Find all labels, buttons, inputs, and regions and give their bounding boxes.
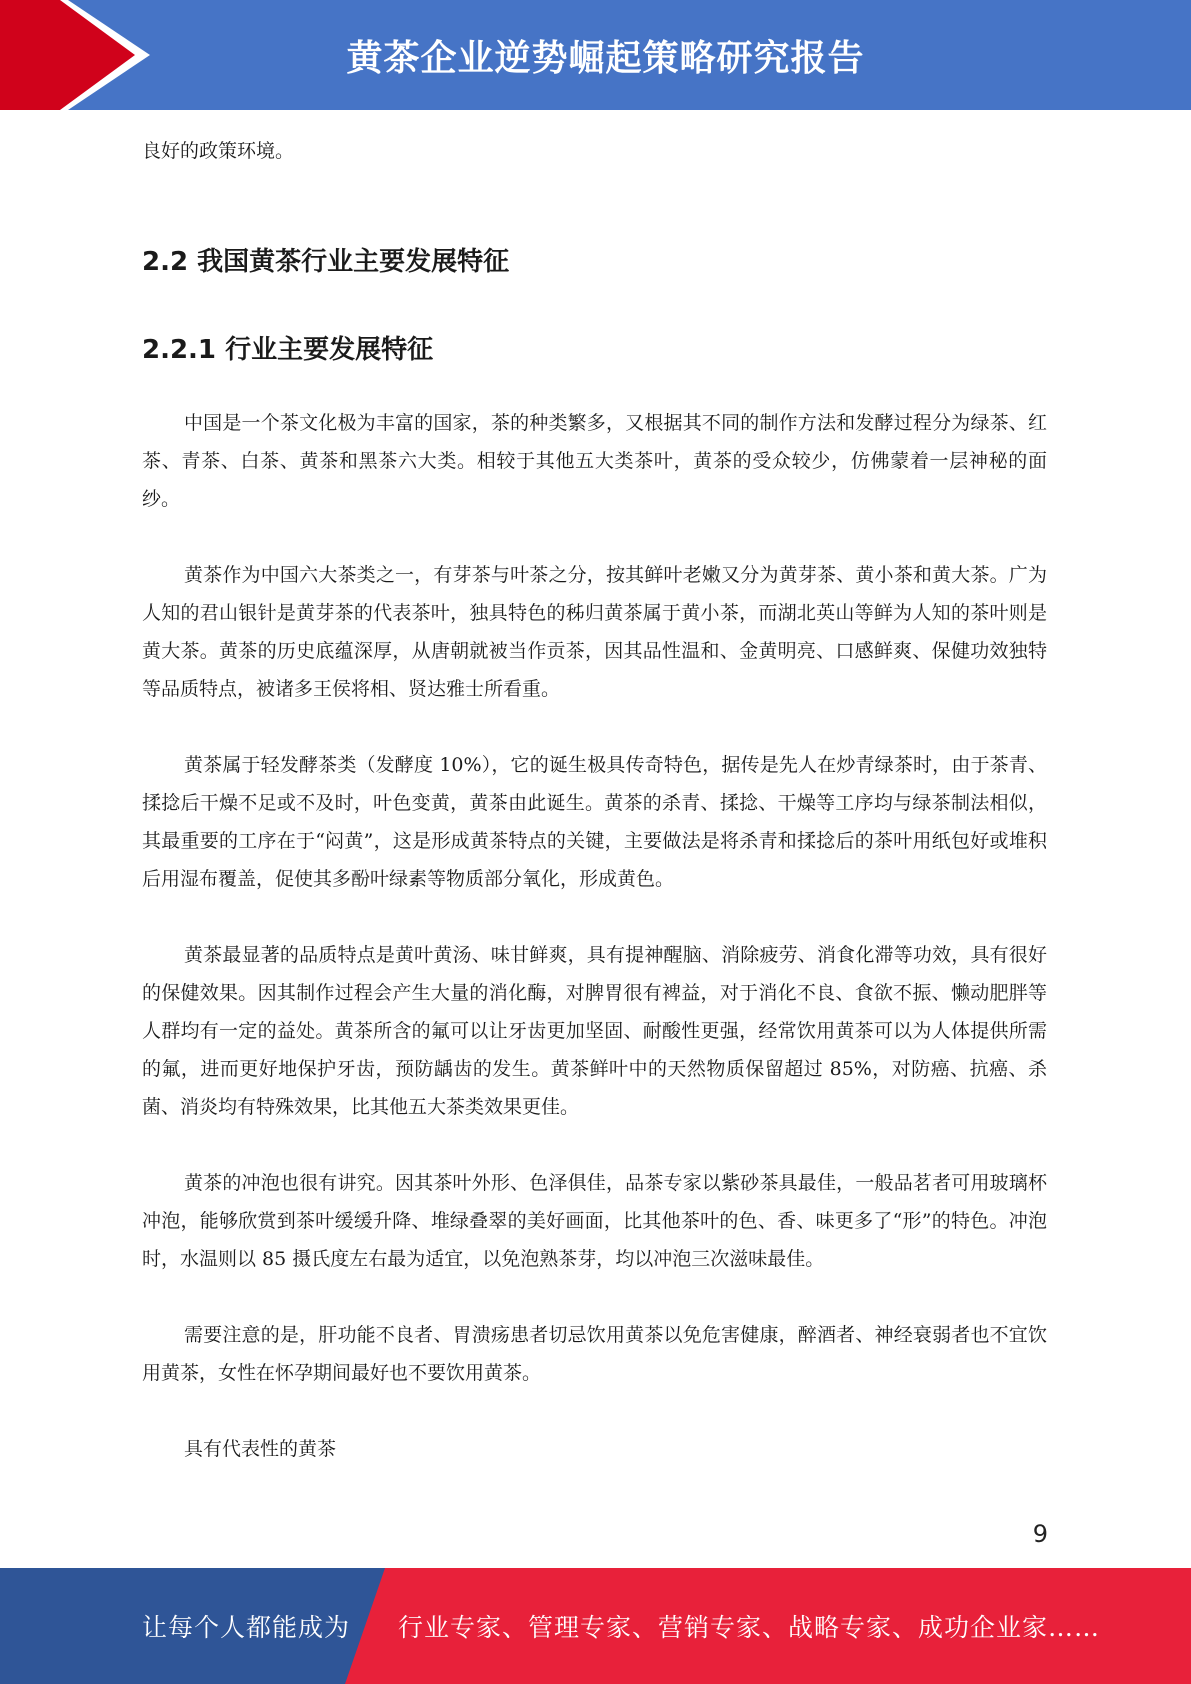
paragraph: 黄茶的冲泡也很有讲究。因其茶叶外形、色泽俱佳，品茶专家以紫砂茶具最佳，一般品茗者可用玻璃杯冲泡，能够欣赏到茶叶缓缓升降、堆绿叠翠的美好画面，比其他茶叶的色、香、味更多了“形”的特色。冲泡时，水温则以 85 摄氏度左右最为适宜，以免泡熟茶芽，均以冲泡三次滋味最佳。 (142, 1172, 1047, 1270)
page-number: 9 (1032, 1520, 1048, 1548)
subsection-heading: 2.2.1 行业主要发展特征 (142, 335, 434, 365)
paragraph: 具有代表性的黄茶 (184, 1438, 337, 1460)
document-body (142, 132, 1047, 1468)
footer-slogan-right: 行业专家、管理专家、营销专家、战略专家、成功企业家…… (398, 1613, 1101, 1642)
page-footer (0, 1568, 1191, 1684)
lead-fragment: 良好的政策环境。 (142, 140, 295, 162)
paragraph: 中国是一个茶文化极为丰富的国家，茶的种类繁多，又根据其不同的制作方法和发酵过程分为绿茶、红茶、青茶、白茶、黄茶和黑茶六大类。相较于其他五大类茶叶，黄茶的受众较少，仿佛蒙着一层神秘的面纱。 (142, 412, 1047, 510)
section-heading: 2.2 我国黄茶行业主要发展特征 (142, 247, 510, 277)
footer-slogan-left: 让每个人都能成为 (142, 1613, 351, 1642)
page-header (0, 0, 1191, 110)
paragraph: 黄茶属于轻发酵茶类（发酵度 10%），它的诞生极具传奇特色，据传是先人在炒青绿茶时，由于茶青、揉捻后干燥不足或不及时，叶色变黄，黄茶由此诞生。黄茶的杀青、揉捻、干燥等工序均与绿茶制法相似，其最重要的工序在于“闷黄”，这是形成黄茶特点的关键，主要做法是将杀青和揉捻后的茶叶用纸包好或堆积后用湿布覆盖，促使其多酚叶绿素等物质部分氧化，形成黄色。 (142, 754, 1047, 890)
paragraph: 黄茶最显著的品质特点是黄叶黄汤、味甘鲜爽，具有提神醒脑、消除疲劳、消食化滞等功效，具有很好的保健效果。因其制作过程会产生大量的消化酶，对脾胃很有裨益，对于消化不良、食欲不振、懒动肥胖等人群均有一定的益处。黄茶所含的氟可以让牙齿更加坚固、耐酸性更强，经常饮用黄茶可以为人体提供所需的氟，进而更好地保护牙齿，预防龋齿的发生。黄茶鲜叶中的天然物质保留超过 85%，对防癌、抗癌、杀菌、消炎均有特殊效果，比其他五大茶类效果更佳。 (142, 944, 1047, 1118)
paragraph: 黄茶作为中国六大茶类之一，有芽茶与叶茶之分，按其鲜叶老嫩又分为黄芽茶、黄小茶和黄大茶。广为人知的君山银针是黄芽茶的代表茶叶，独具特色的秭归黄茶属于黄小茶，而湖北英山等鲜为人知的茶叶则是黄大茶。黄茶的历史底蕴深厚，从唐朝就被当作贡茶，因其品性温和、金黄明亮、口感鲜爽、保健功效独特等品质特点，被诸多王侯将相、贤达雅士所看重。 (142, 564, 1047, 700)
paragraph: 需要注意的是，肝功能不良者、胃溃疡患者切忌饮用黄茶以免危害健康，醉酒者、神经衰弱者也不宜饮用黄茶，女性在怀孕期间最好也不要饮用黄茶。 (142, 1324, 1047, 1384)
report-title: 黄茶企业逆势崛起策略研究报告 (346, 38, 865, 79)
